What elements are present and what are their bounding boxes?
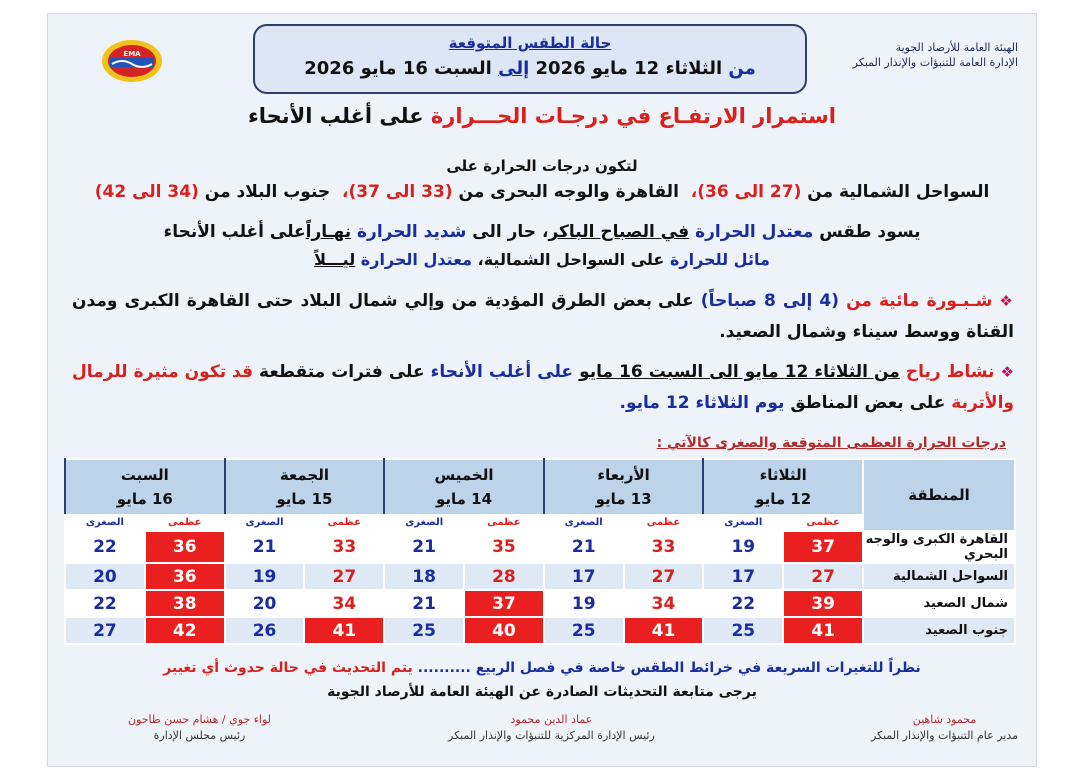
max-temp-cell: 40 — [464, 617, 544, 644]
min-temp-cell: 26 — [225, 617, 305, 644]
table-row — [65, 563, 1015, 590]
bullet-highlight: يوم الثلاثاء 12 مايو. — [619, 393, 785, 413]
max-temp-cell: 35 — [464, 531, 544, 563]
fog-bullet — [72, 286, 1014, 348]
min-temp-cell: 25 — [544, 617, 624, 644]
min-label: الصغرى — [225, 515, 305, 531]
min-temp-cell: 21 — [384, 531, 464, 563]
weather-desc-1 — [48, 222, 1036, 242]
max-temp-cell: 36 — [145, 563, 225, 590]
temps-intro: لتكون درجات الحرارة على — [446, 157, 638, 175]
headline-rest: على أغلب الأنحاء — [247, 104, 424, 128]
day-date: 14 مايو — [435, 490, 493, 508]
min-temp-cell: 19 — [544, 590, 624, 617]
bullet-text: من الثلاثاء 12 مايو الى السبت 16 مايو — [579, 362, 900, 382]
max-temp-cell: 34 — [624, 590, 704, 617]
north-coast-label: السواحل الشمالية من — [807, 182, 990, 202]
min-temp-cell: 25 — [703, 617, 783, 644]
max-temp-cell: 37 — [783, 531, 863, 563]
cairo-label: القاهرة والوجه البحرى من — [458, 182, 679, 202]
bullet-diamond-icon: ❖ — [999, 292, 1014, 310]
signature-chairman — [128, 712, 271, 744]
min-temp-cell: 20 — [65, 563, 145, 590]
agency-line-2: الإدارة العامة للتنبؤات والإنذار المبكر — [852, 56, 1018, 69]
headline — [48, 104, 1036, 128]
max-temp-cell: 41 — [624, 617, 704, 644]
update-note — [48, 660, 1036, 676]
min-label: الصغرى — [384, 515, 464, 531]
weather-desc-2 — [48, 250, 1036, 269]
wind-bullet — [72, 357, 1014, 419]
signature-name: لواء جوي / هشام حسن طاحون — [128, 713, 271, 726]
day-header — [384, 459, 544, 515]
day-name: الثلاثاء — [759, 466, 807, 484]
max-temp-cell: 37 — [464, 590, 544, 617]
ema-logo-icon — [100, 38, 164, 84]
region-name: القاهرة الكبرى والوجه البحري — [863, 531, 1015, 563]
max-temp-cell: 41 — [783, 617, 863, 644]
min-temp-cell: 22 — [65, 531, 145, 563]
date-to-word: إلى — [498, 58, 530, 79]
table-title: درجات الحرارة العظمى المتوقعة والصغرى كالآتي : — [656, 435, 1006, 451]
agency-line-1: الهيئة العامة للأرصاد الجوية — [895, 41, 1018, 54]
signature-central-admin — [448, 712, 655, 744]
day-date: 16 مايو — [116, 490, 173, 508]
day-name: الخميس — [434, 466, 494, 484]
table-row — [65, 531, 1015, 563]
max-temp-cell: 28 — [464, 563, 544, 590]
date-range — [255, 58, 805, 79]
day-header — [65, 459, 225, 515]
agency-name — [853, 40, 1018, 70]
date-to: السبت 16 مايو 2026 — [304, 58, 492, 79]
signature-forecast-director — [871, 712, 1018, 744]
bullet-text: على بعض المناطق — [790, 393, 946, 413]
min-temp-cell: 22 — [703, 590, 783, 617]
table-body — [65, 531, 1015, 644]
south-label: جنوب البلاد من — [204, 182, 331, 202]
desc-text: على السواحل الشمالية، — [477, 250, 665, 269]
max-label: عظمى — [304, 515, 384, 531]
day-name: الأربعاء — [597, 466, 650, 484]
bullet-lead: نشاط رياح — [905, 362, 995, 382]
follow-note: يرجى متابعة التحديثات الصادرة عن الهيئة العامة للأرصاد الجوية — [327, 684, 757, 700]
max-temp-cell: 39 — [783, 590, 863, 617]
update-note-text: نظراً للتغيرات السريعة في خرائط الطقس خاصة في فصل الربيع .......... — [417, 660, 921, 676]
headline-highlight: استمرار الارتفـاع في درجـات الحـــرارة — [430, 104, 836, 128]
update-note-highlight: يتم التحديث في حالة حدوث أي تغيير — [163, 660, 413, 676]
max-label: عظمى — [145, 515, 225, 531]
bullet-text: على فترات متقطعة — [259, 362, 425, 382]
max-temp-cell: 33 — [304, 531, 384, 563]
desc-text: يسود طقس — [819, 222, 921, 242]
day-header — [703, 459, 863, 515]
max-label: عظمى — [624, 515, 704, 531]
min-temp-cell: 21 — [225, 531, 305, 563]
day-date: 15 مايو — [276, 490, 333, 508]
max-temp-cell: 41 — [304, 617, 384, 644]
bullet-text: على بعض الطرق المؤدية من وإلي شمال البلاد حتى القاهرة الكبرى ومدن القناة ووسط سيناء وشمال الصعيد. — [72, 291, 1014, 342]
signature-title: رئيس الإدارة المركزية للتنبؤات والإنذار المبكر — [448, 729, 655, 742]
bullet-highlight: على أغلب الأنحاء — [430, 362, 574, 382]
desc-text: ليـــلاً — [314, 250, 356, 269]
signature-name: محمود شاهين — [912, 713, 977, 726]
logo-text: EMA — [123, 50, 141, 58]
bullet-highlight: (4 إلى 8 صباحاً) — [700, 291, 840, 311]
title-box — [253, 24, 807, 94]
min-label: الصغرى — [65, 515, 145, 531]
desc-highlight: شديد الحرارة — [357, 222, 467, 242]
bullet-diamond-icon: ❖ — [1000, 363, 1015, 381]
desc-text: على أغلب الأنحاء — [163, 222, 306, 242]
max-label: عظمى — [464, 515, 544, 531]
min-temp-cell: 19 — [703, 531, 783, 563]
min-label: الصغرى — [703, 515, 783, 531]
min-temp-cell: 20 — [225, 590, 305, 617]
bullet-lead: شـبـورة مائية من — [846, 291, 993, 311]
max-temp-cell: 27 — [783, 563, 863, 590]
desc-text: ، حار الى — [472, 222, 549, 242]
bulletin-title: حالة الطقس المتوقعة — [448, 34, 612, 52]
min-temp-cell: 27 — [65, 617, 145, 644]
desc-highlight: مائل للحرارة — [669, 250, 770, 269]
min-temp-cell: 21 — [544, 531, 624, 563]
max-temp-cell: 33 — [624, 531, 704, 563]
day-name: السبت — [120, 466, 169, 484]
day-header — [544, 459, 704, 515]
max-temp-cell: 38 — [145, 590, 225, 617]
max-temp-cell: 27 — [304, 563, 384, 590]
max-temp-cell: 27 — [624, 563, 704, 590]
day-header — [225, 459, 385, 515]
day-name: الجمعة — [279, 466, 330, 484]
desc-text: في الصباح الباكر — [548, 222, 690, 242]
region-header: المنطقة — [863, 459, 1015, 531]
region-name: شمال الصعيد — [863, 590, 1015, 617]
table-row — [65, 617, 1015, 644]
temperature-table — [64, 458, 1016, 645]
desc-text: نهـاراً — [305, 222, 352, 242]
max-temp-cell: 34 — [304, 590, 384, 617]
cairo-range: (33 الى 37)، — [342, 182, 453, 202]
min-temp-cell: 17 — [544, 563, 624, 590]
south-range: (34 الى 42) — [94, 182, 199, 202]
day-date: 13 مايو — [595, 490, 652, 508]
max-temp-cell: 36 — [145, 531, 225, 563]
min-temp-cell: 19 — [225, 563, 305, 590]
min-temp-cell: 21 — [384, 590, 464, 617]
signature-name: عماد الدين محمود — [510, 713, 593, 726]
bullet-highlight: قد تكون مثيرة للرمال والأتربة — [72, 362, 1014, 413]
signature-title: مدير عام التنبؤات والإنذار المبكر — [870, 729, 1018, 742]
desc-highlight: معتدل الحرارة — [360, 250, 473, 269]
max-temp-cell: 42 — [145, 617, 225, 644]
min-label: الصغرى — [544, 515, 624, 531]
min-temp-cell: 17 — [703, 563, 783, 590]
desc-highlight: معتدل الحرارة — [695, 222, 814, 242]
north-coast-range: (27 الى 36)، — [690, 182, 802, 202]
date-from-word: من — [728, 58, 756, 79]
min-temp-cell: 18 — [384, 563, 464, 590]
table-row — [65, 590, 1015, 617]
temps-ranges — [48, 182, 1036, 202]
region-name: جنوب الصعيد — [863, 617, 1015, 644]
min-temp-cell: 25 — [384, 617, 464, 644]
region-name: السواحل الشمالية — [863, 563, 1015, 590]
max-label: عظمى — [783, 515, 863, 531]
day-date: 12 مايو — [755, 490, 812, 508]
forecast-bulletin — [48, 14, 1036, 766]
min-temp-cell: 22 — [65, 590, 145, 617]
signature-title: رئيس مجلس الإدارة — [153, 729, 246, 742]
date-from: الثلاثاء 12 مايو 2026 — [535, 58, 723, 79]
